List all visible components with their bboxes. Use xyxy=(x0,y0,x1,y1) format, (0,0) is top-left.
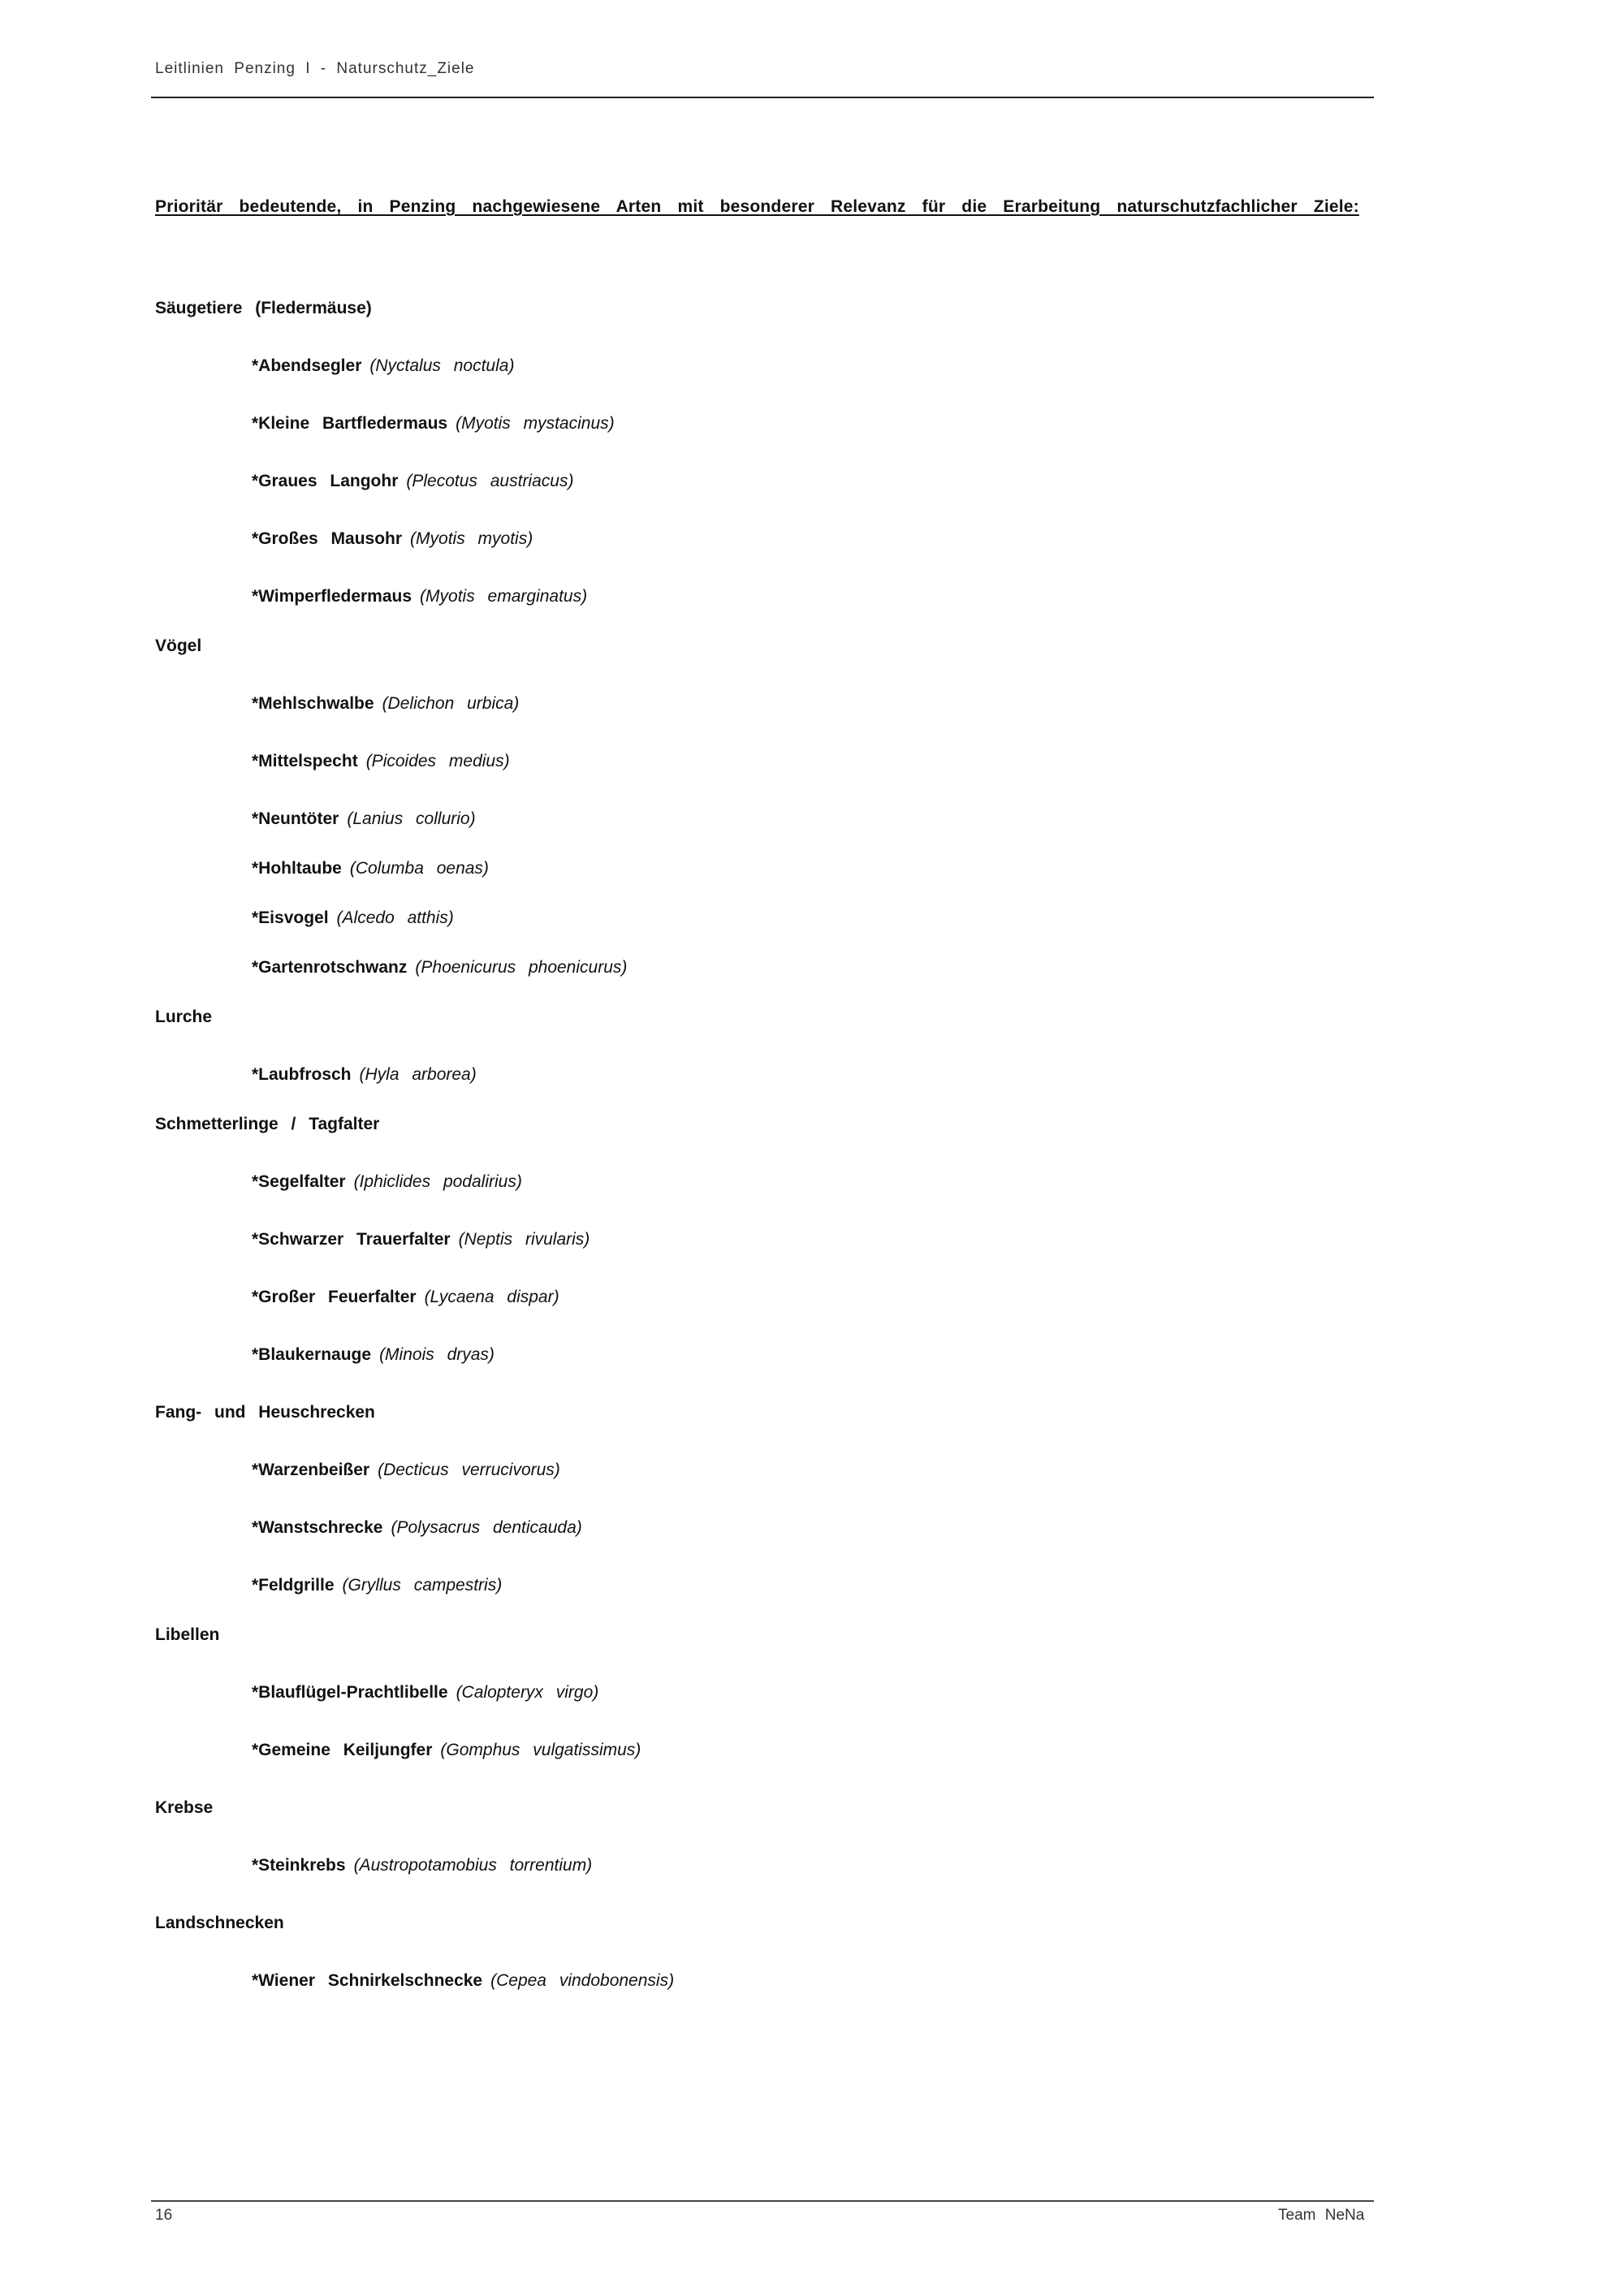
group-heading: Krebse xyxy=(155,1798,214,1817)
species-item xyxy=(252,1345,495,1365)
species-common-name: *Warzenbeißer xyxy=(252,1461,370,1479)
species-item xyxy=(252,752,510,771)
species-scientific-name: (Plecotus austriacus) xyxy=(406,472,574,490)
species-scientific-name: (Picoides medius) xyxy=(365,752,510,770)
species-scientific-name: (Columba oenas) xyxy=(349,859,489,878)
group-heading: Schmetterlinge / Tagfalter xyxy=(155,1115,380,1133)
species-common-name: *Mittelspecht xyxy=(252,752,358,770)
group-heading: Vögel xyxy=(155,637,202,655)
group-heading: Säugetiere (Fledermäuse) xyxy=(155,299,372,317)
species-item xyxy=(252,809,476,829)
species-common-name: *Wimperfledermaus xyxy=(252,587,412,606)
species-scientific-name: (Polysacrus denticauda) xyxy=(391,1518,582,1537)
species-common-name: *Laubfrosch xyxy=(252,1065,352,1084)
species-scientific-name: (Alcedo atthis) xyxy=(336,908,454,927)
species-scientific-name: (Lycaena dispar) xyxy=(424,1288,559,1306)
footer-author: Team NeNa xyxy=(1278,2207,1365,2224)
header-title: Leitlinien Penzing I - Naturschutz_Ziele xyxy=(155,60,475,77)
species-item xyxy=(252,1971,674,1991)
species-scientific-name: (Calopteryx virgo) xyxy=(456,1683,599,1702)
species-scientific-name: (Minois dryas) xyxy=(379,1345,495,1364)
species-scientific-name: (Iphiclides podalirius) xyxy=(353,1172,522,1191)
species-common-name: *Blaukernauge xyxy=(252,1345,372,1364)
species-scientific-name: (Cepea vindobonensis) xyxy=(490,1971,675,1990)
species-common-name: *Kleine Bartfledermaus xyxy=(252,414,448,433)
species-common-name: *Großes Mausohr xyxy=(252,529,403,548)
species-item xyxy=(252,414,615,434)
species-item xyxy=(252,356,514,376)
species-item xyxy=(252,859,489,878)
species-item xyxy=(252,1518,582,1538)
species-common-name: *Großer Feuerfalter xyxy=(252,1288,417,1306)
species-item xyxy=(252,1288,559,1307)
footer-divider xyxy=(151,2200,1374,2202)
species-scientific-name: (Myotis emarginatus) xyxy=(420,587,588,606)
species-common-name: *Gartenrotschwanz xyxy=(252,958,408,977)
page-number: 16 xyxy=(155,2207,173,2224)
species-scientific-name: (Decticus verrucivorus) xyxy=(378,1461,560,1479)
species-common-name: *Schwarzer Trauerfalter xyxy=(252,1230,451,1249)
species-scientific-name: (Myotis mystacinus) xyxy=(456,414,615,433)
species-common-name: *Abendsegler xyxy=(252,356,362,375)
species-item xyxy=(252,1683,598,1703)
species-scientific-name: (Austropotamobius torrentium) xyxy=(353,1856,593,1875)
species-item xyxy=(252,1576,502,1595)
species-scientific-name: (Phoenicurus phoenicurus) xyxy=(415,958,628,977)
species-item xyxy=(252,1172,522,1192)
species-scientific-name: (Neptis rivularis) xyxy=(458,1230,590,1249)
species-common-name: *Hohltaube xyxy=(252,859,342,878)
group-heading: Lurche xyxy=(155,1008,213,1026)
species-item xyxy=(252,1065,477,1085)
species-item xyxy=(252,1461,560,1480)
species-common-name: *Mehlschwalbe xyxy=(252,694,374,713)
species-item xyxy=(252,1856,592,1875)
group-heading: Landschnecken xyxy=(155,1914,284,1932)
species-common-name: *Neuntöter xyxy=(252,809,339,828)
species-common-name: *Wiener Schnirkelschnecke xyxy=(252,1971,483,1990)
species-item xyxy=(252,472,573,491)
species-scientific-name: (Hyla arborea) xyxy=(359,1065,477,1084)
group-heading: Libellen xyxy=(155,1625,220,1644)
species-scientific-name: (Gryllus campestris) xyxy=(342,1576,503,1595)
species-scientific-name: (Lanius collurio) xyxy=(347,809,476,828)
species-common-name: *Wanstschrecke xyxy=(252,1518,383,1537)
group-heading: Fang- und Heuschrecken xyxy=(155,1403,375,1422)
species-common-name: *Blauflügel-Prachtlibelle xyxy=(252,1683,448,1702)
species-common-name: *Eisvogel xyxy=(252,908,329,927)
species-item xyxy=(252,694,519,714)
species-scientific-name: (Nyctalus noctula) xyxy=(369,356,515,375)
species-item xyxy=(252,529,533,549)
species-scientific-name: (Delichon urbica) xyxy=(382,694,520,713)
species-common-name: *Steinkrebs xyxy=(252,1856,346,1875)
species-common-name: *Segelfalter xyxy=(252,1172,346,1191)
species-common-name: *Gemeine Keiljungfer xyxy=(252,1741,433,1759)
species-item xyxy=(252,1741,641,1760)
species-item xyxy=(252,587,587,606)
species-scientific-name: (Gomphus vulgatissimus) xyxy=(440,1741,641,1759)
species-common-name: *Feldgrille xyxy=(252,1576,335,1595)
species-item xyxy=(252,958,627,978)
species-item xyxy=(252,1230,590,1249)
intro-heading: Prioritär bedeutende, in Penzing nachgewiesene Arten mit besonderer Relevanz für die Erarbeitung naturschutzfachlicher Ziele: xyxy=(155,197,1359,216)
species-scientific-name: (Myotis myotis) xyxy=(410,529,533,548)
header-divider xyxy=(151,97,1374,98)
species-item xyxy=(252,908,454,928)
species-common-name: *Graues Langohr xyxy=(252,472,399,490)
